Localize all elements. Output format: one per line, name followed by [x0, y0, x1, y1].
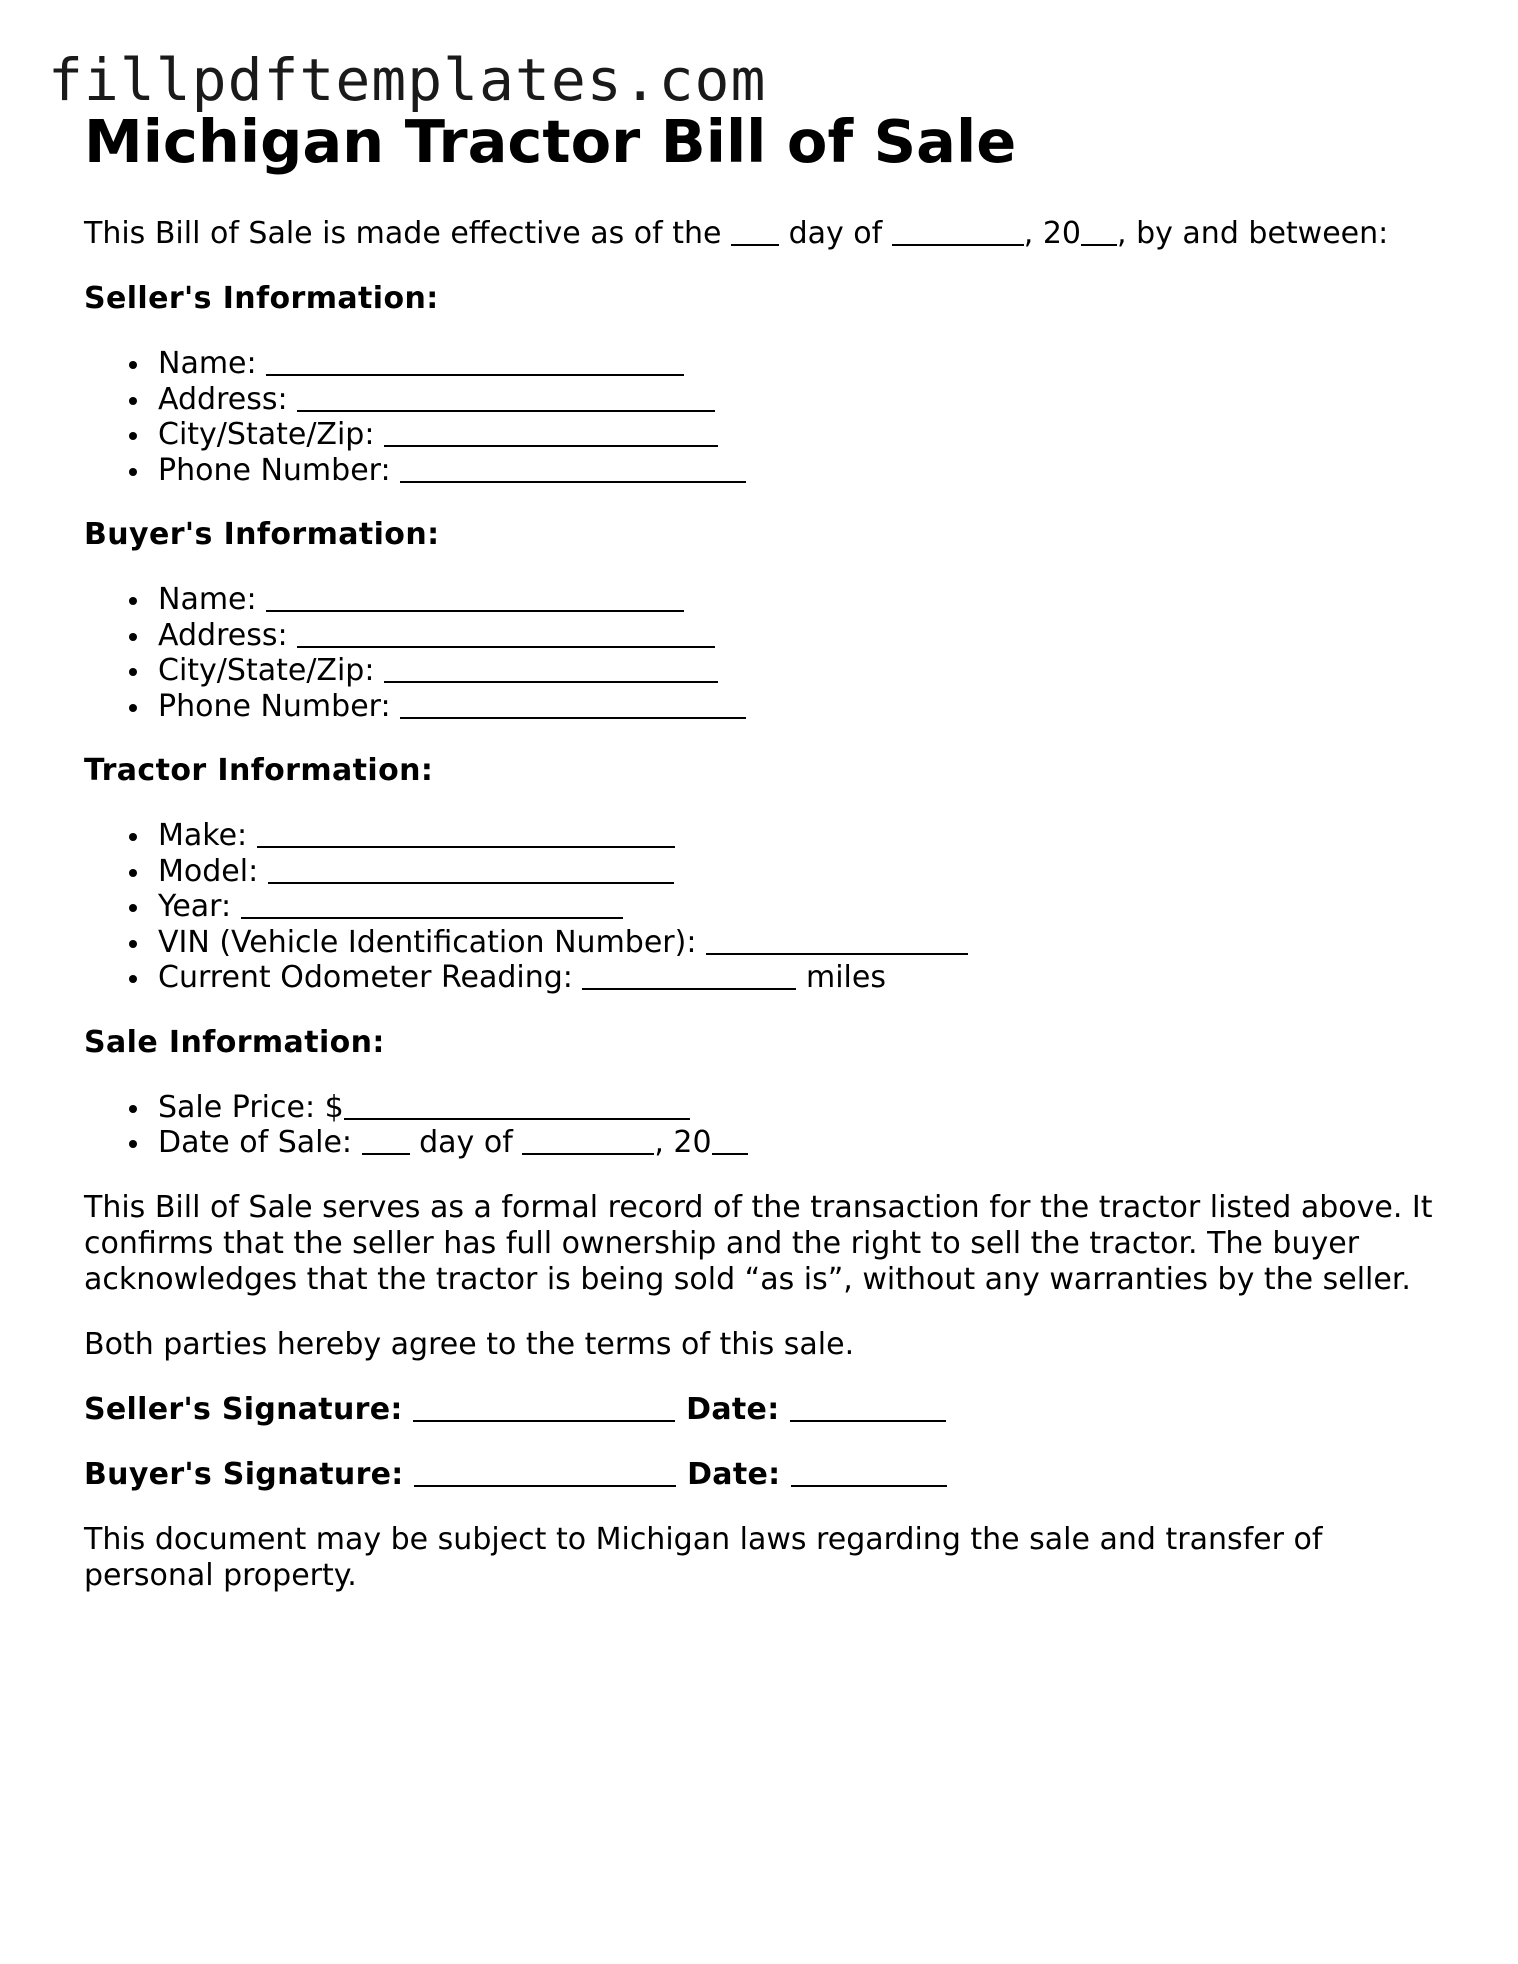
tractor-heading: Tractor Information:: [84, 753, 434, 788]
intro-comma-20: , 20: [1023, 216, 1082, 251]
tractor-fields: [84, 818, 1434, 996]
buyer-name-label: Name:: [158, 582, 257, 617]
document-title: Michigan Tractor Bill of Sale: [84, 107, 1017, 176]
intro-suffix: , by and between:: [1117, 216, 1389, 251]
list-item: [158, 582, 1434, 618]
buyer-city-blank[interactable]: [384, 655, 718, 683]
tractor-year-label: Year:: [158, 889, 232, 924]
seller-name-blank[interactable]: [266, 348, 684, 376]
sale-price-label: Sale Price: $: [158, 1089, 344, 1125]
buyer-date-blank[interactable]: [791, 1459, 947, 1487]
tractor-make-blank[interactable]: [257, 820, 675, 848]
intro-paragraph: [84, 216, 1434, 252]
list-item: [158, 382, 1434, 418]
seller-fields: [84, 346, 1434, 488]
list-item: [158, 453, 1434, 489]
document: [84, 104, 1434, 1623]
effective-year-blank[interactable]: [1081, 218, 1117, 246]
tractor-odometer-blank[interactable]: [582, 962, 796, 990]
seller-signature-label: Seller's Signature:: [84, 1391, 403, 1427]
seller-phone-label: Phone Number:: [158, 452, 391, 488]
list-item: [158, 1125, 1434, 1161]
footer-note: This document may be subject to Michigan laws regarding the sale and transfer of personal property.: [84, 1521, 1323, 1593]
buyer-phone-blank[interactable]: [400, 691, 746, 719]
seller-address-label: Address:: [158, 381, 288, 417]
list-item: [158, 653, 1434, 689]
seller-signature-blank[interactable]: [413, 1394, 675, 1422]
sale-year-blank[interactable]: [712, 1127, 748, 1155]
seller-name-label: Name:: [158, 346, 257, 381]
effective-day-blank[interactable]: [731, 218, 779, 246]
sale-day-of: day of: [419, 1125, 513, 1160]
tractor-year-blank[interactable]: [241, 891, 623, 919]
statement-paragraph: This Bill of Sale serves as a formal record of the transaction for the tractor listed above. It confirms that the seller has full ownership and the right to sell the tractor. The buyer acknowledges that the tractor is being sold “as is”, without any warranties by the seller.: [84, 1189, 1433, 1297]
buyer-date-label: Date:: [687, 1456, 781, 1492]
buyer-fields: [84, 582, 1434, 724]
tractor-make-label: Make:: [158, 818, 248, 853]
sale-month-blank[interactable]: [522, 1127, 654, 1155]
tractor-vin-blank[interactable]: [706, 927, 968, 955]
sale-heading: Sale Information:: [84, 1024, 385, 1060]
list-item: [158, 618, 1434, 654]
buyer-signature-line: [84, 1457, 1434, 1493]
seller-date-blank[interactable]: [790, 1394, 946, 1422]
odometer-unit: miles: [805, 960, 886, 995]
site-watermark: fillpdftemplates.com: [48, 46, 767, 114]
sale-price-blank[interactable]: [344, 1092, 690, 1120]
tractor-model-blank[interactable]: [268, 856, 674, 884]
buyer-city-label: City/State/Zip:: [158, 653, 375, 688]
sale-date-label: Date of Sale:: [158, 1125, 353, 1160]
list-item: [158, 925, 1434, 961]
list-item: [158, 818, 1434, 854]
seller-heading: Seller's Information:: [84, 281, 439, 316]
list-item: [158, 960, 1434, 996]
agreement-paragraph: Both parties hereby agree to the terms of this sale.: [84, 1326, 855, 1362]
list-item: [158, 1090, 1434, 1126]
intro-prefix: This Bill of Sale is made effective as of the: [84, 216, 722, 251]
list-item: [158, 889, 1434, 925]
sale-comma-20: , 20: [654, 1125, 712, 1160]
seller-phone-blank[interactable]: [400, 455, 746, 483]
buyer-signature-blank[interactable]: [414, 1459, 676, 1487]
tractor-vin-label: VIN (Vehicle Identification Number):: [158, 924, 697, 960]
tractor-model-label: Model:: [158, 853, 259, 889]
buyer-phone-label: Phone Number:: [158, 688, 391, 724]
buyer-address-blank[interactable]: [297, 620, 715, 648]
seller-city-label: City/State/Zip:: [158, 417, 375, 452]
buyer-name-blank[interactable]: [266, 584, 684, 612]
buyer-signature-label: Buyer's Signature:: [84, 1456, 404, 1492]
seller-address-blank[interactable]: [297, 384, 715, 412]
intro-day-of: day of: [788, 216, 883, 251]
list-item: [158, 417, 1434, 453]
effective-month-blank[interactable]: [892, 218, 1024, 246]
seller-signature-line: [84, 1392, 1434, 1428]
list-item: [158, 689, 1434, 725]
sale-fields: [84, 1090, 1434, 1161]
buyer-heading: Buyer's Information:: [84, 517, 440, 552]
list-item: [158, 854, 1434, 890]
list-item: [158, 346, 1434, 382]
buyer-address-label: Address:: [158, 617, 288, 653]
seller-date-label: Date:: [686, 1391, 780, 1427]
seller-city-blank[interactable]: [384, 419, 718, 447]
sale-day-blank[interactable]: [362, 1127, 410, 1155]
tractor-odometer-label: Current Odometer Reading:: [158, 960, 573, 995]
